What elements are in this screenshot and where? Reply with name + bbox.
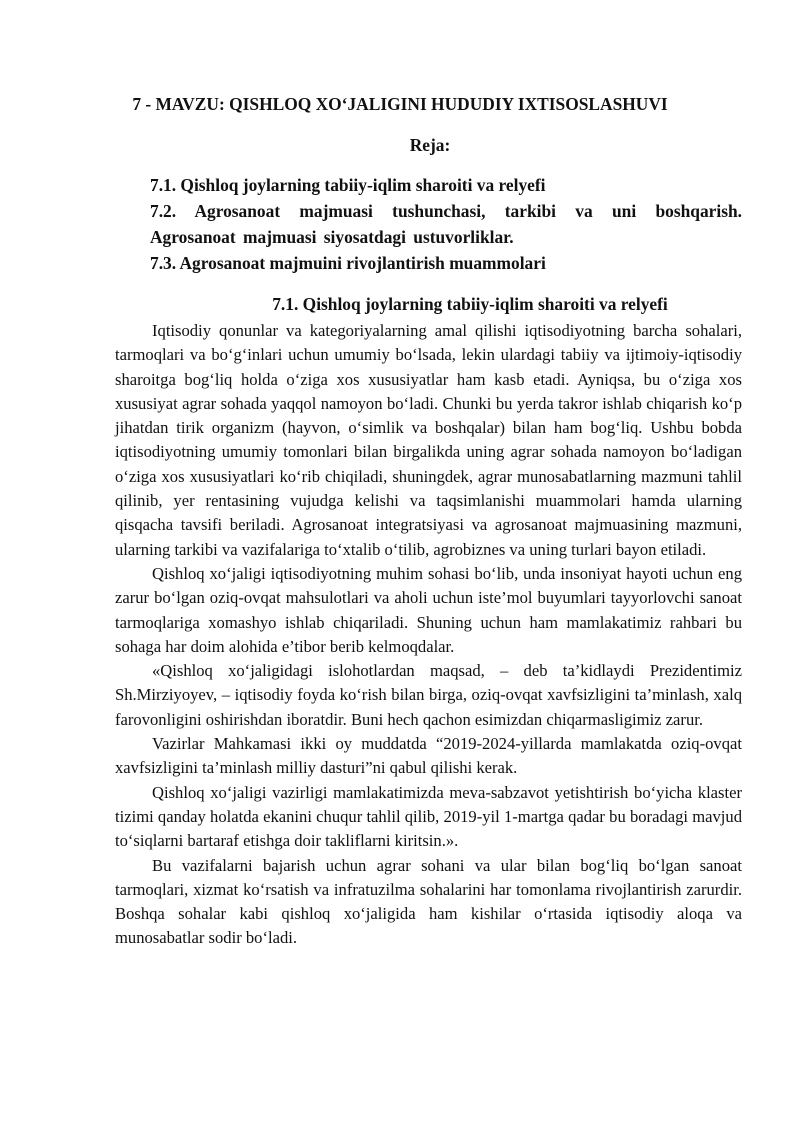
plan-item: 7.1. Qishloq joylarning tabiiy-iqlim sharoiti va relyefi xyxy=(150,175,546,195)
paragraph: Bu vazifalarni bajarish uchun agrar sohani va ular bilan bog‘liq bo‘lgan sanoat tarmoqlari, xizmat ko‘rsatish va infratuzilma sohalarini har tomonlama rivojlantirish zarurdir. Boshqa sohalar kabi qishloq xo‘jaligida ham kishilar o‘rtasida iqtisodiy aloqa va munosabatlar sodir bo‘ladi. xyxy=(115,855,742,948)
section-heading: 7.1. Qishloq joylarning tabiiy-iqlim sharoiti va relyefi xyxy=(272,294,668,314)
plan-list xyxy=(150,172,742,276)
paragraph: Vazirlar Mahkamasi ikki oy muddatda “2019-2024-yillarda mamlakatda oziq-ovqat xavfsizligini ta’minlash milliy dasturi”ni qabul qilishi kerak. xyxy=(115,734,742,778)
plan-item: 7.2. Agrosanoat majmuasi tushunchasi, tarkibi va uni boshqarish. Agrosanoat majmuasi siyosatdagi ustuvorliklar. xyxy=(150,201,742,247)
paragraph: Qishloq xo‘jaligi vazirligi mamlakatimizda meva-sabzavot yetishtirish bo‘yicha klaster tizimi qanday holatda ekanini chuqur tahlil qilib, 2019-yil 1-martga qadar bu boradagi mavjud to‘siqlarni bartaraf etishga doir takliflarni kiritsin.». xyxy=(115,782,742,851)
document-title: 7 - MAVZU: QISHLOQ XO‘JALIGINI HUDUDIY IXTISOSLASHUVI xyxy=(132,94,668,114)
plan-item: 7.3. Agrosanoat majmuini rivojlantirish muammolari xyxy=(150,253,546,273)
paragraph: Qishloq xo‘jaligi iqtisodiyotning muhim sohasi bo‘lib, unda insoniyat hayoti uchun eng zarur bo‘lgan oziq-ovqat mahsulotlari va aholi uchun iste’mol buyumlari tayyorlovchi sanoat tarmoqlariga xomashyo ishlab chiqariladi. Shuning uchun ham mamlakatimiz rahbari bu sohaga har doim alohida e’tibor berib kelmoqdalar. xyxy=(115,563,742,656)
paragraph: «Qishloq xo‘jaligidagi islohotlardan maqsad, – deb ta’kidlaydi Prezidentimiz Sh.Mirziyoyev, – iqtisodiy foyda ko‘rish bilan birga, oziq-ovqat xavfsizligini ta’minlash, xalq farovonligini oshirishdan iboratdir. Buni hech qachon esimizdan chiqarmasligimiz zarur. xyxy=(115,661,742,729)
paragraph: Iqtisodiy qonunlar va kategoriyalarning amal qilishi iqtisodiyotning barcha sohalari, tarmoqlari va bo‘g‘inlari uchun umumiy bo‘lsada, lekin ulardagi tabiiy va ijtimoiy-iqtisodiy sharoitga bog‘liq holda o‘ziga xos xususiyatlar ham kasb etadi. Ayniqsa, bu o‘ziga xos xususiyat agrar sohada yaqqol namoyon bo‘ladi. Chunki bu yerda takror ishlab chiqarish ko‘p jihatdan tirik organizm (hayvon, o‘simlik va boshqalar) bilan ham bog‘liq. Ushbu bobda iqtisodiyotning umumiy tomonlari bilan birgalikda uning agrar sohada namoyon bo‘ladigan o‘ziga xos xususiyatlari ko‘rib chiqiladi, shuningdek, agrar munosabatlarning mazmuni tahlil qilinib, yer rentasining vujudga kelishi va taqsimlanishi muammolari hamda ularning qisqacha tavsifi beriladi. Agrosanoat integratsiyasi va agrosanoat majmuasining mazmuni, ularning tarkibi va vazifalariga to‘xtalib o‘tilib, agrobiznes va uning turlari bayon etiladi. xyxy=(115,321,742,559)
body-text xyxy=(115,319,742,951)
plan-heading: Reja: xyxy=(409,135,451,155)
